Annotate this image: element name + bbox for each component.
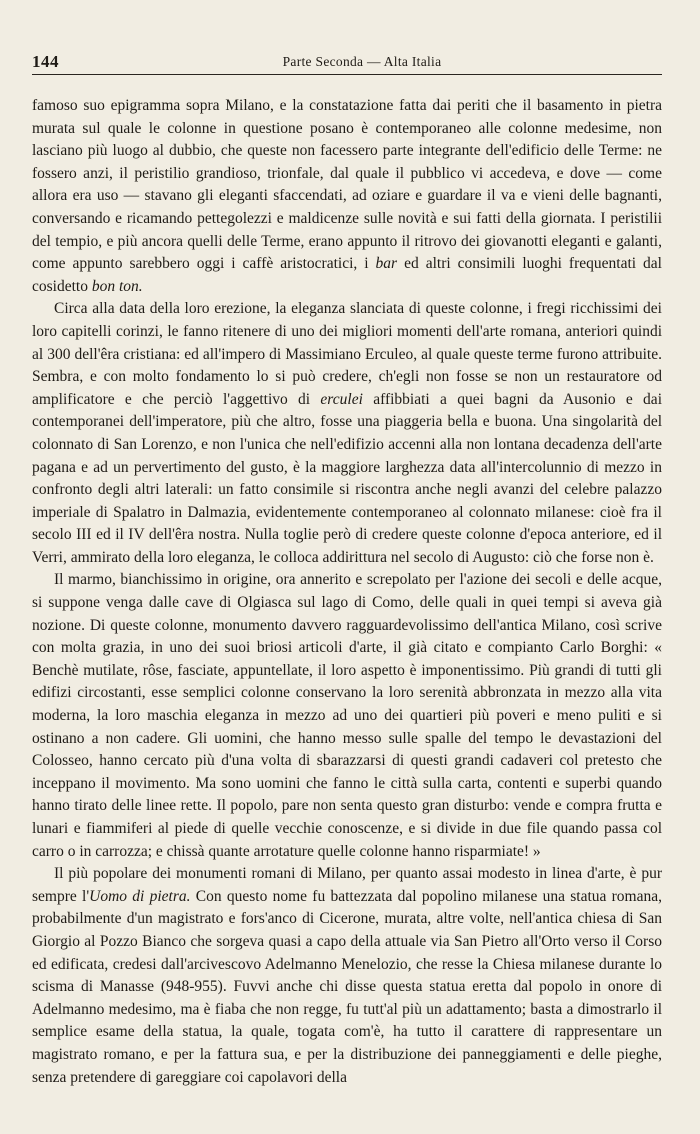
page-number: 144: [32, 52, 59, 71]
italic-term: bon ton.: [91, 277, 143, 295]
text-run: Circa alla data della loro erezione, la eleganza slanciata di queste colonne, i fregi ricchissimi dei loro capitelli corinzi, le fanno ritenere di uno dei migliori momenti dell'arte romana, anteriori quindi al 300 dell'êra cristiana: ed all'impero di Massimiano Erculeo, al quale queste terme furono attribuite. Sembra, e con molto fondamento lo si può credere, ch'egli non fosse se non un restauratore od amplificatore e che perciò l'aggettivo di: [32, 300, 662, 408]
paragraph: [32, 863, 662, 1089]
italic-term: erculei: [320, 390, 363, 408]
body-text: [32, 95, 662, 1089]
paragraph: [32, 95, 662, 298]
text-run: affibbiati a quei bagni da Ausonio e dai contemporanei dell'imperatore, più che altro, fosse una piaggeria bella e buona. Una singolarità del colonnato di San Lorenzo, e non l'unica che nell'edifizio accenni alla non lontana decadenza dell'arte pagana e ad un pervertimento del gusto, è la maggiore larghezza data all'intercolunnio di mezzo in confronto degli altri laterali: un fatto consimile si riscontra anche negli avanzi del celebre palazzo imperiale di Spalatro in Dalmazia, evidentemente contemporaneo al colonnato milanese: cioè fra il secolo III ed il IV dell'êra nostra. Nulla toglie però di credere queste colonne d'epoca anteriore, ed il Verri, ammirato della loro eleganza, le colloca addirittura nel secolo di Augusto: ciò che forse non è.: [32, 390, 662, 566]
italic-term: bar: [375, 255, 398, 273]
text-run: Il più popolare dei monumenti romani di Milano, per quanto assai modesto in linea d'arte, è pur sempre l': [32, 865, 662, 905]
paragraph: [32, 569, 662, 863]
paragraph: [32, 298, 662, 569]
running-head: Parte Seconda — Alta Italia: [282, 54, 442, 69]
text-run: famoso suo epigramma sopra Milano, e la constatazione fatta dai periti che il basamento in pietra murata sul quale le colonne in questione posano è contemporaneo alle colonne medesime, non lasciano più luogo al dubbio, che queste non facessero parte integrante dell'edificio delle Terme: ne fossero anzi, il peristilio grandioso, trionfale, dal quale il pubblico vi accedeva, e dove — come allora era uso — stavano gli eleganti sfaccendati, ad oziare e guardare il va e vieni delle bagnanti, conversando e ricamando pettegolezzi e maldicenze sulle novità e sui fatti della giornata. I peristilii del tempio, e più ancora quelli delle Terme, erano appunto il ritrovo dei giovanotti eleganti e galanti, come appunto sarebbero oggi i caffè aristocratici, i: [32, 97, 662, 273]
page-header: [32, 50, 662, 75]
text-run: Il marmo, bianchissimo in origine, ora annerito e screpolato per l'azione dei secoli e delle acque, si suppone venga dalle cave di Olgiasca sul lago di Como, delle quali in quei tempi si aveva già nozione. Di queste colonne, monumento davvero ragguardevolissimo dell'antica Milano, così scrive con molta grazia, in uno dei suoi briosi articoli d'arte, il già citato e compianto Carlo Borghi: « Benchè mutilate, rôse, fasciate, appuntellate, il loro aspetto è imponentissimo. Più grandi di tutti gli edifizi circostanti, esse semplici colonne conservano la loro serenità abbronzata in mezzo alla vita moderna, la loro maschia eleganza in mezzo ad uno dei quartieri più poveri e meno puliti e si ostinano a non cadere. Gli uomini, che hanno messo sulle spalle del tempo le devastazioni del Colosseo, hanno cercato più d'una volta di sbarazzarsi di questi grandi cadaveri col pretesto che inceppano il movimento. Ma sono uomini che fanno le città sulla carta, contenti e superbi quando hanno tirato delle linee rette. Il popolo, pare non senta questo gran disturbo: vende e compra frutta e lunari e fiammiferi al piede di quelle vecchie conoscenze, e si divide in due file quando passa col carro o in carrozza; e chissà quante arrotature quelle colonne hanno risparmiate! »: [32, 571, 662, 860]
text-run: ed altri consimili luoghi frequentati dal cosidetto: [32, 255, 662, 295]
text-run: Con questo nome fu battezzata dal popolino milanese una statua romana, probabilmente d'un magistrato e fors'anco di Cicerone, murata, altre volte, nell'antica chiesa di San Giorgio al Pozzo Bianco che sorgeva quasi a capo della attuale via San Pietro all'Orto verso il Corso ed edificata, credesi dall'arcivescovo Adelmanno Menelozio, che resse la Chiesa milanese durante lo scisma di Manasse (948-955). Fuvvi anche chi disse questa statua eretta dal popolo in onore di Adelmanno medesimo, ma è fiaba che non regge, fu tutt'al più un adattamento; basta a dimostrarlo il semplice esame della statua, la quale, togata com'è, ha tutto il carattere di rappresentare un magistrato romano, e per la fattura sua, e per la distribuzione dei panneggiamenti e delle pieghe, senza pretendere di gareggiare coi capolavori della: [32, 887, 662, 1086]
italic-term: Uomo di pietra.: [89, 887, 191, 905]
